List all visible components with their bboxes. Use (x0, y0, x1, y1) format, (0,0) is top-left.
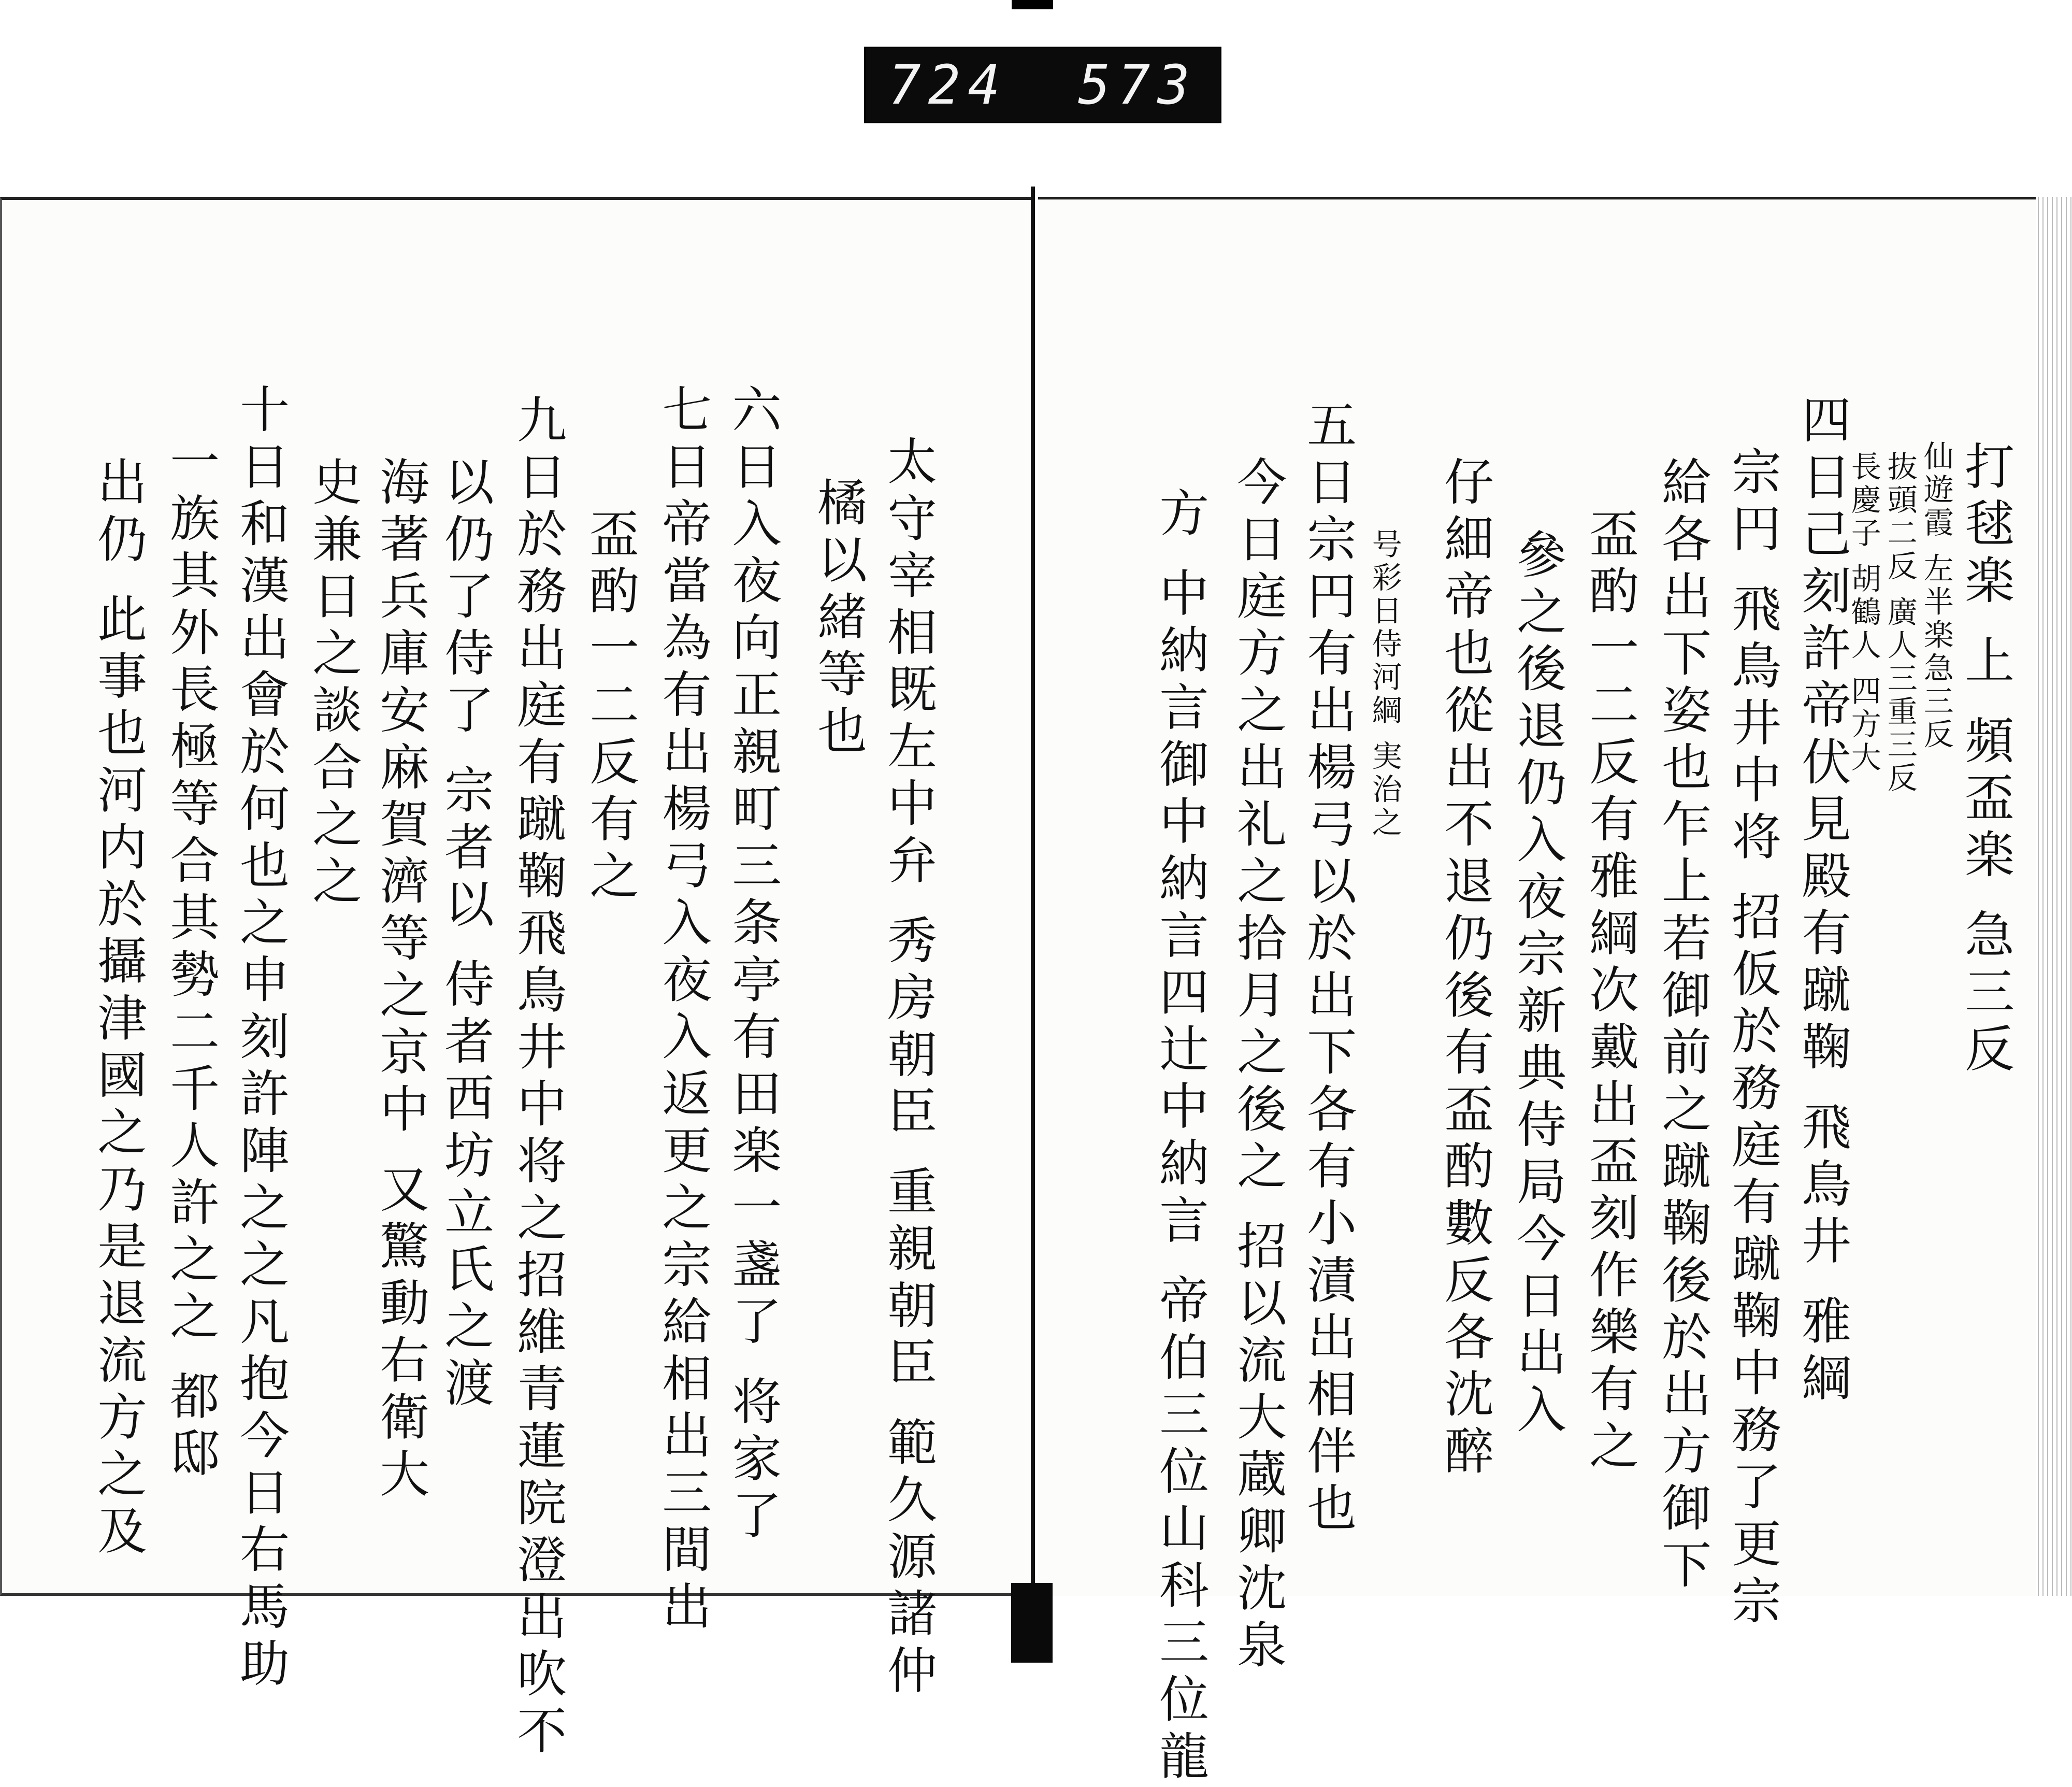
left-col-2: 橘以緒等也 (809, 477, 868, 762)
right-col-8: 盃酌一二反有雅綱次戴出盃刻作樂有之 (1581, 508, 1639, 1477)
left-col-9: 史兼日之談合之之 (304, 456, 363, 912)
left-col-1: 太守宰相既左中弁 秀房朝臣 重親朝臣 範久源諸仲 (879, 435, 938, 1702)
archive-right-number: 573 (1078, 53, 1197, 117)
right-col-1: 打毬楽 上 頻盃楽 急三反 (1956, 440, 2015, 1080)
right-col-11: 号彩日侍河綱 実治之 (1366, 528, 1402, 840)
left-col-7: 以仍了侍了 宗者以 侍者西坊立氏之渡 (436, 456, 495, 1414)
right-col-10: 仔細帝也從出不退仍後有盃酌數反各沈醉 (1436, 456, 1494, 1482)
archive-left-number: 724 (888, 53, 1008, 117)
archive-number-label (864, 47, 1221, 123)
right-col-7: 給各出下姿也乍上若御前之蹴鞠後於出方御下 (1653, 456, 1712, 1596)
right-col-12: 五日宗円有出楊弓以於出下各有小漬出相伴也 (1299, 399, 1357, 1539)
page-edge-stack (2036, 197, 2072, 1596)
top-edge-marker (1012, 0, 1053, 9)
left-col-5: 盃酌一二反有之 (581, 508, 640, 907)
book-gutter (1031, 187, 1035, 1596)
left-col-3: 六日入夜向正親町三条亭有田楽一盞了 将家了 (724, 383, 782, 1547)
right-col-9: 參之後退仍入夜宗新典侍局今日出入 (1508, 528, 1567, 1440)
gutter-clamp (1011, 1583, 1053, 1663)
right-col-13: 今日庭方之出礼之拾月之後之 招以流大蔵卿沈泉 (1229, 456, 1287, 1676)
left-col-6: 九日於務出庭有蹴鞠飛鳥井中将之招維青蓮院澄出吹不 (509, 394, 567, 1762)
left-col-8: 海著兵庫安麻賀濟等之京中 又驚動右衛大 (371, 456, 430, 1505)
left-col-12: 出仍 此事也河内於攝津國之乃是退流方之及 (89, 456, 148, 1562)
right-col-4: 長慶子 胡鶴人 四方大 (1846, 451, 1881, 775)
left-col-11: 一族其外長極等合其勢二千人許之之 都邸 (162, 435, 220, 1484)
left-col-4: 七日帝當為有出楊弓入夜入返更之宗給相出三間出 (654, 383, 712, 1637)
right-col-3: 抜頭二反 廣人三重三反 (1882, 451, 1918, 795)
right-col-6: 宗円 飛鳥井中将 招仮於務庭有蹴鞠中務了更宗 (1723, 446, 1782, 1632)
right-col-2: 仙遊霞 左半楽急三反 (1918, 440, 1954, 752)
left-col-10: 十日和漢出會於何也之申刻許陣之之凡抱今日右馬助 (232, 383, 290, 1694)
right-col-14: 方 中納言御中納言四辻中納言 帝伯三位山科三位龍 (1151, 487, 1210, 1787)
right-col-5: 四日己刻許帝伏見殿有蹴鞠 飛鳥井 雅綱 (1793, 394, 1852, 1409)
